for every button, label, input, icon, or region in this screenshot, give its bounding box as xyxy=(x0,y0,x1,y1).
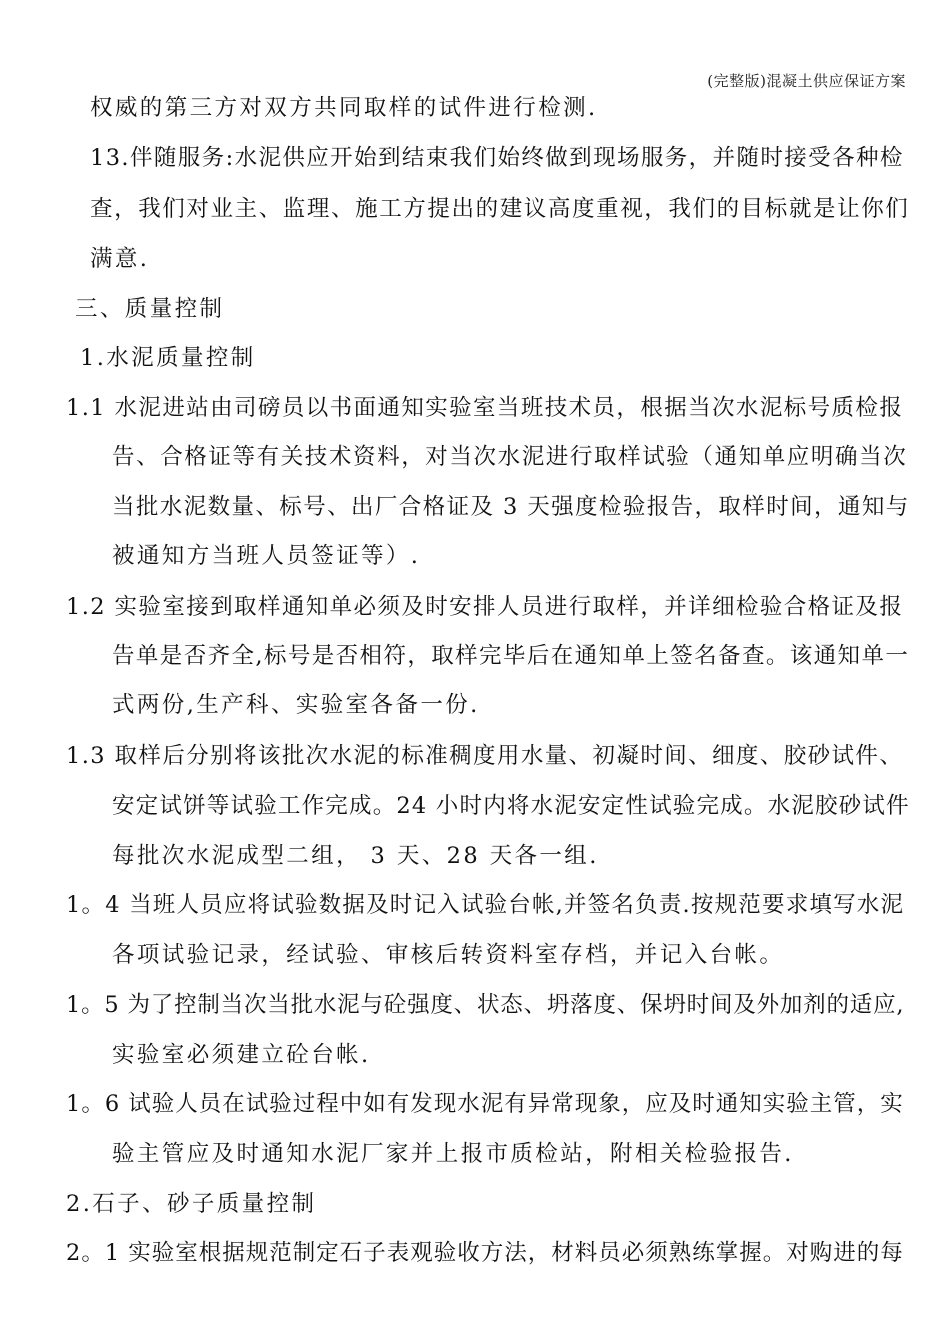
paragraph-line: 1。6 试验人员在试验过程中如有发现水泥有异常现象，应及时通知实验主管，实 xyxy=(66,1091,904,1117)
paragraph-line: 1。4 当班人员应将试验数据及时记入试验台帐,并签名负责.按规范要求填写水泥 xyxy=(66,892,905,918)
paragraph-line: 1.1 水泥进站由司磅员以书面通知实验室当班技术员，根据当次水泥标号质检报 xyxy=(66,395,904,421)
paragraph-line: 式两份,生产科、实验室各备一份. xyxy=(112,692,480,718)
document-header-title: (完整版)混凝土供应保证方案 xyxy=(707,72,906,90)
paragraph-line: 告、合格证等有关技术资料，对当次水泥进行取样试验（通知单应明确当次 xyxy=(112,444,908,470)
paragraph-line: 安定试饼等试验工作完成。24 小时内将水泥安定性试验完成。水泥胶砂试件 xyxy=(112,793,910,819)
paragraph-line: 满意. xyxy=(90,246,150,272)
paragraph-line: 2。1 实验室根据规范制定石子表观验收方法，材料员必须熟练掌握。对购进的每 xyxy=(66,1240,904,1266)
paragraph-line: 1。5 为了控制当次当批水泥与砼强度、状态、坍落度、保坍时间及外加剂的适应, xyxy=(66,992,905,1018)
paragraph-line: 查，我们对业主、监理、施工方提出的建议高度重视，我们的目标就是让你们 xyxy=(90,196,910,222)
paragraph-line: 1.3 取样后分别将该批次水泥的标准稠度用水量、初凝时间、细度、胶砂试件、 xyxy=(66,743,904,769)
paragraph-line: 13.伴随服务:水泥供应开始到结束我们始终做到现场服务，并随时接受各种检 xyxy=(90,145,904,171)
section-heading: 三、质量控制 xyxy=(75,296,225,322)
paragraph-line: 验主管应及时通知水泥厂家并上报市质检站，附相关检验报告. xyxy=(112,1141,794,1167)
subsection-heading: 1.水泥质量控制 xyxy=(80,345,256,371)
paragraph-line: 告单是否齐全,标号是否相符，取样完毕后在通知单上签名备查。该通知单一 xyxy=(112,643,910,669)
paragraph-line: 被通知方当班人员签证等）. xyxy=(112,543,421,569)
paragraph-line: 1.2 实验室接到取样通知单必须及时安排人员进行取样，并详细检验合格证及报 xyxy=(66,594,904,620)
subsection-heading: 2.石子、砂子质量控制 xyxy=(66,1191,317,1217)
paragraph-line: 当批水泥数量、标号、出厂合格证及 3 天强度检验报告，取样时间，通知与 xyxy=(112,494,910,520)
paragraph-line: 每批次水泥成型二组， 3 天、28 天各一组. xyxy=(112,843,599,869)
paragraph-line: 实验室必须建立砼台帐. xyxy=(112,1042,371,1068)
paragraph-line: 各项试验记录，经试验、审核后转资料室存档，并记入台帐。 xyxy=(112,942,785,968)
paragraph-line: 权威的第三方对双方共同取样的试件进行检测. xyxy=(90,95,598,121)
